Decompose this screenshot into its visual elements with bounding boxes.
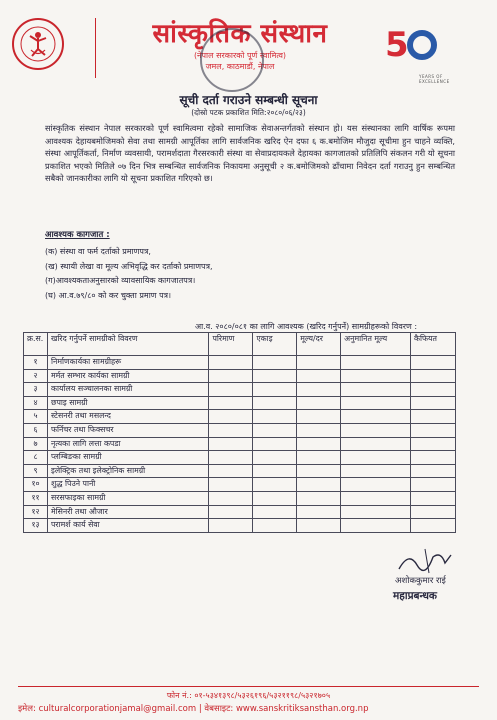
- anniversary-logo: [385, 25, 450, 84]
- row-cell: [253, 369, 297, 383]
- row-cell: [341, 356, 411, 370]
- org-title: सांस्कृतिक संस्थान: [152, 19, 328, 49]
- office-stamp-icon: [200, 28, 264, 92]
- row-cell: [209, 491, 253, 505]
- requirements-heading: आवश्यक कागजात :: [45, 230, 110, 240]
- requirement-item: (ख) स्थायी लेखा वा मूल्य अभिवृद्धि कर दर्ताको प्रमाणपत्र,: [45, 261, 213, 271]
- row-item: फर्निचर तथा फिक्सचर: [47, 423, 208, 437]
- row-sn: ४: [24, 396, 48, 410]
- row-cell: [253, 505, 297, 519]
- row-cell: [209, 451, 253, 465]
- items-table: [23, 332, 456, 533]
- table-row: [24, 410, 456, 424]
- anniversary-ring: [407, 30, 437, 60]
- row-item: स्टेसनरी तथा मसलन्द: [47, 410, 208, 424]
- row-item: सरसफाइका सामग्री: [47, 491, 208, 505]
- row-cell: [253, 356, 297, 370]
- row-cell: [341, 519, 411, 533]
- row-cell: [411, 356, 456, 370]
- requirements-list: [45, 245, 213, 303]
- row-item: कार्यालय सञ्चालनका सामग्री: [47, 383, 208, 397]
- row-cell: [253, 451, 297, 465]
- row-sn: ३: [24, 383, 48, 397]
- table-row: [24, 478, 456, 492]
- row-cell: [411, 437, 456, 451]
- row-cell: [411, 478, 456, 492]
- row-item: शुद्ध पिउने पानी: [47, 478, 208, 492]
- row-cell: [209, 383, 253, 397]
- row-item: छपाइ सामग्री: [47, 396, 208, 410]
- row-cell: [253, 396, 297, 410]
- table-row: [24, 383, 456, 397]
- table-row: [24, 369, 456, 383]
- row-cell: [341, 369, 411, 383]
- row-cell: [411, 383, 456, 397]
- table-header-row: [24, 333, 456, 356]
- row-cell: [253, 423, 297, 437]
- table-row: [24, 437, 456, 451]
- row-cell: [253, 437, 297, 451]
- row-item: इलेक्ट्रिक तथा इलेक्ट्रोनिक सामग्री: [47, 464, 208, 478]
- row-cell: [341, 464, 411, 478]
- row-item: परामर्श कार्य सेवा: [47, 519, 208, 533]
- row-sn: १२: [24, 505, 48, 519]
- row-cell: [341, 383, 411, 397]
- row-cell: [209, 437, 253, 451]
- anniversary-50-icon: [385, 26, 409, 64]
- header-divider: [95, 18, 96, 78]
- row-cell: [341, 505, 411, 519]
- row-item: नृत्यका लागि लत्ता कपडा: [47, 437, 208, 451]
- row-cell: [253, 410, 297, 424]
- header-remarks: कैफियत: [411, 333, 456, 356]
- anniversary-tag: YEARS OF EXCELLENCE: [419, 74, 450, 84]
- row-cell: [297, 464, 341, 478]
- row-cell: [341, 410, 411, 424]
- row-cell: [411, 369, 456, 383]
- table-row: [24, 491, 456, 505]
- row-cell: [297, 437, 341, 451]
- org-ownership: (नेपाल सरकारको पूर्ण स्वामित्व): [193, 51, 287, 60]
- row-cell: [341, 396, 411, 410]
- row-cell: [341, 491, 411, 505]
- row-cell: [297, 383, 341, 397]
- table-row: [24, 519, 456, 533]
- row-item: प्लम्बिङका सामग्री: [47, 451, 208, 465]
- footer-contact: इमेल: culturalcorporationjamal@gmail.com | वेबसाइट: www.sanskritiksansthan.org.np: [18, 704, 369, 714]
- table-row: [24, 396, 456, 410]
- row-sn: १३: [24, 519, 48, 533]
- row-cell: [411, 464, 456, 478]
- table-caption: आ.व. २०८०/०८१ का लागि आवश्यक (खरिद गर्नुपर्ने) सामग्रीहरूको विवरण :: [195, 322, 418, 331]
- notice-date: (दोस्रो पटक प्रकाशित मिति:२०८०/०६/२३): [191, 108, 306, 117]
- row-sn: २: [24, 369, 48, 383]
- row-cell: [411, 410, 456, 424]
- row-cell: [209, 369, 253, 383]
- row-cell: [341, 451, 411, 465]
- table-row: [24, 423, 456, 437]
- row-cell: [297, 356, 341, 370]
- row-cell: [411, 423, 456, 437]
- row-cell: [297, 519, 341, 533]
- org-address: जमल, काठमाडौं, नेपाल: [205, 62, 275, 71]
- header-item: खरिद गर्नुपर्ने सामग्रीको विवरण: [47, 333, 208, 356]
- row-cell: [297, 423, 341, 437]
- row-cell: [253, 464, 297, 478]
- table-row: [24, 356, 456, 370]
- row-sn: १: [24, 356, 48, 370]
- row-cell: [209, 464, 253, 478]
- signature-scribble-icon: [395, 547, 455, 575]
- row-cell: [341, 437, 411, 451]
- row-cell: [297, 396, 341, 410]
- notice-title: सूची दर्ता गराउने सम्बन्धी सूचना: [179, 93, 318, 107]
- row-cell: [209, 519, 253, 533]
- row-cell: [297, 410, 341, 424]
- row-cell: [253, 383, 297, 397]
- row-cell: [411, 396, 456, 410]
- notice-body: सांस्कृतिक संस्थान नेपाल सरकारको पूर्ण स्वामित्वमा रहेको सामाजिक सेवाअन्तर्गतको संस्थान हो। यस संस्थानका लागि वार्षिक रूपमा आवश्यक देहायबमोजिमको सेवा तथा सामग्री आपूर्तिका लागि सार्वजनिक खरिद ऐन दफा ६ क.बमोजिम मौजुदा सूचीमा हुन चाहने व्यक्ति, संस्था आपूर्तिकर्ता, निर्माण व्यवसायी, परामर्शदाता गैरसरकारी संस्था वा सेवाप्रदायकले देहायका कागजातको प्रतिलिपि संकलन गरी यो सूचना प्रकाशित भएको मितिले ०७ दिन भित्र सम्बन्धित सार्वजनिक निकायमा अनुसूची २ क.बमोजिमको ढाँचामा निवेदन दर्ता गराउनु हुन सम्बन्धित सबैको जानकारीका लागि यो सूचना प्रकाशित गरिएको छ।: [45, 123, 455, 184]
- dancer-logo-icon: [12, 18, 64, 70]
- row-cell: [297, 369, 341, 383]
- requirement-item: (घ) आ.व.७९/८० को कर चुक्ता प्रमाण पत्र।: [45, 290, 172, 300]
- header-estimate: अनुमानित मूल्य: [341, 333, 411, 356]
- header-sn: क्र.स.: [24, 333, 48, 356]
- row-sn: ५: [24, 410, 48, 424]
- header-quantity: परिमाण: [209, 333, 253, 356]
- row-cell: [297, 478, 341, 492]
- row-cell: [411, 451, 456, 465]
- footer-divider: [18, 686, 479, 687]
- row-sn: ११: [24, 491, 48, 505]
- row-cell: [209, 505, 253, 519]
- row-cell: [253, 519, 297, 533]
- table-row: [24, 451, 456, 465]
- row-sn: ९: [24, 464, 48, 478]
- row-cell: [209, 356, 253, 370]
- requirement-item: (ग)आवश्यकताअनुसारको व्यावसायिक कागजातपत्र।: [45, 276, 196, 285]
- row-cell: [297, 505, 341, 519]
- row-cell: [209, 423, 253, 437]
- row-sn: ६: [24, 423, 48, 437]
- row-sn: ८: [24, 451, 48, 465]
- row-cell: [297, 491, 341, 505]
- row-cell: [209, 478, 253, 492]
- row-sn: १०: [24, 478, 48, 492]
- header-rate: मूल्य/दर: [297, 333, 341, 356]
- row-cell: [253, 478, 297, 492]
- row-item: निर्माणकार्यका सामग्रीहरू: [47, 356, 208, 370]
- signatory-title: महाप्रबन्धक: [393, 590, 437, 602]
- row-cell: [297, 451, 341, 465]
- row-cell: [253, 491, 297, 505]
- anniversary-number: 5: [385, 25, 409, 65]
- signatory-name: अशोककुमार राई: [395, 576, 446, 586]
- footer-phone: फोन नं.: ०१-५३४१३९८/५३२६१९६/५३२११९८/५३२१७०५: [166, 691, 331, 700]
- table-row: [24, 505, 456, 519]
- row-item: मर्मत सम्भार कार्यका सामग्री: [47, 369, 208, 383]
- row-cell: [411, 505, 456, 519]
- row-item: मेसिनरी तथा औजार: [47, 505, 208, 519]
- row-cell: [209, 396, 253, 410]
- header-unit: एकाइ: [253, 333, 297, 356]
- row-cell: [341, 478, 411, 492]
- row-cell: [209, 410, 253, 424]
- row-cell: [341, 423, 411, 437]
- row-sn: ७: [24, 437, 48, 451]
- row-cell: [411, 519, 456, 533]
- requirement-item: (क) संस्था वा फर्म दर्ताको प्रमाणपत्र,: [45, 247, 151, 256]
- table-row: [24, 464, 456, 478]
- row-cell: [411, 491, 456, 505]
